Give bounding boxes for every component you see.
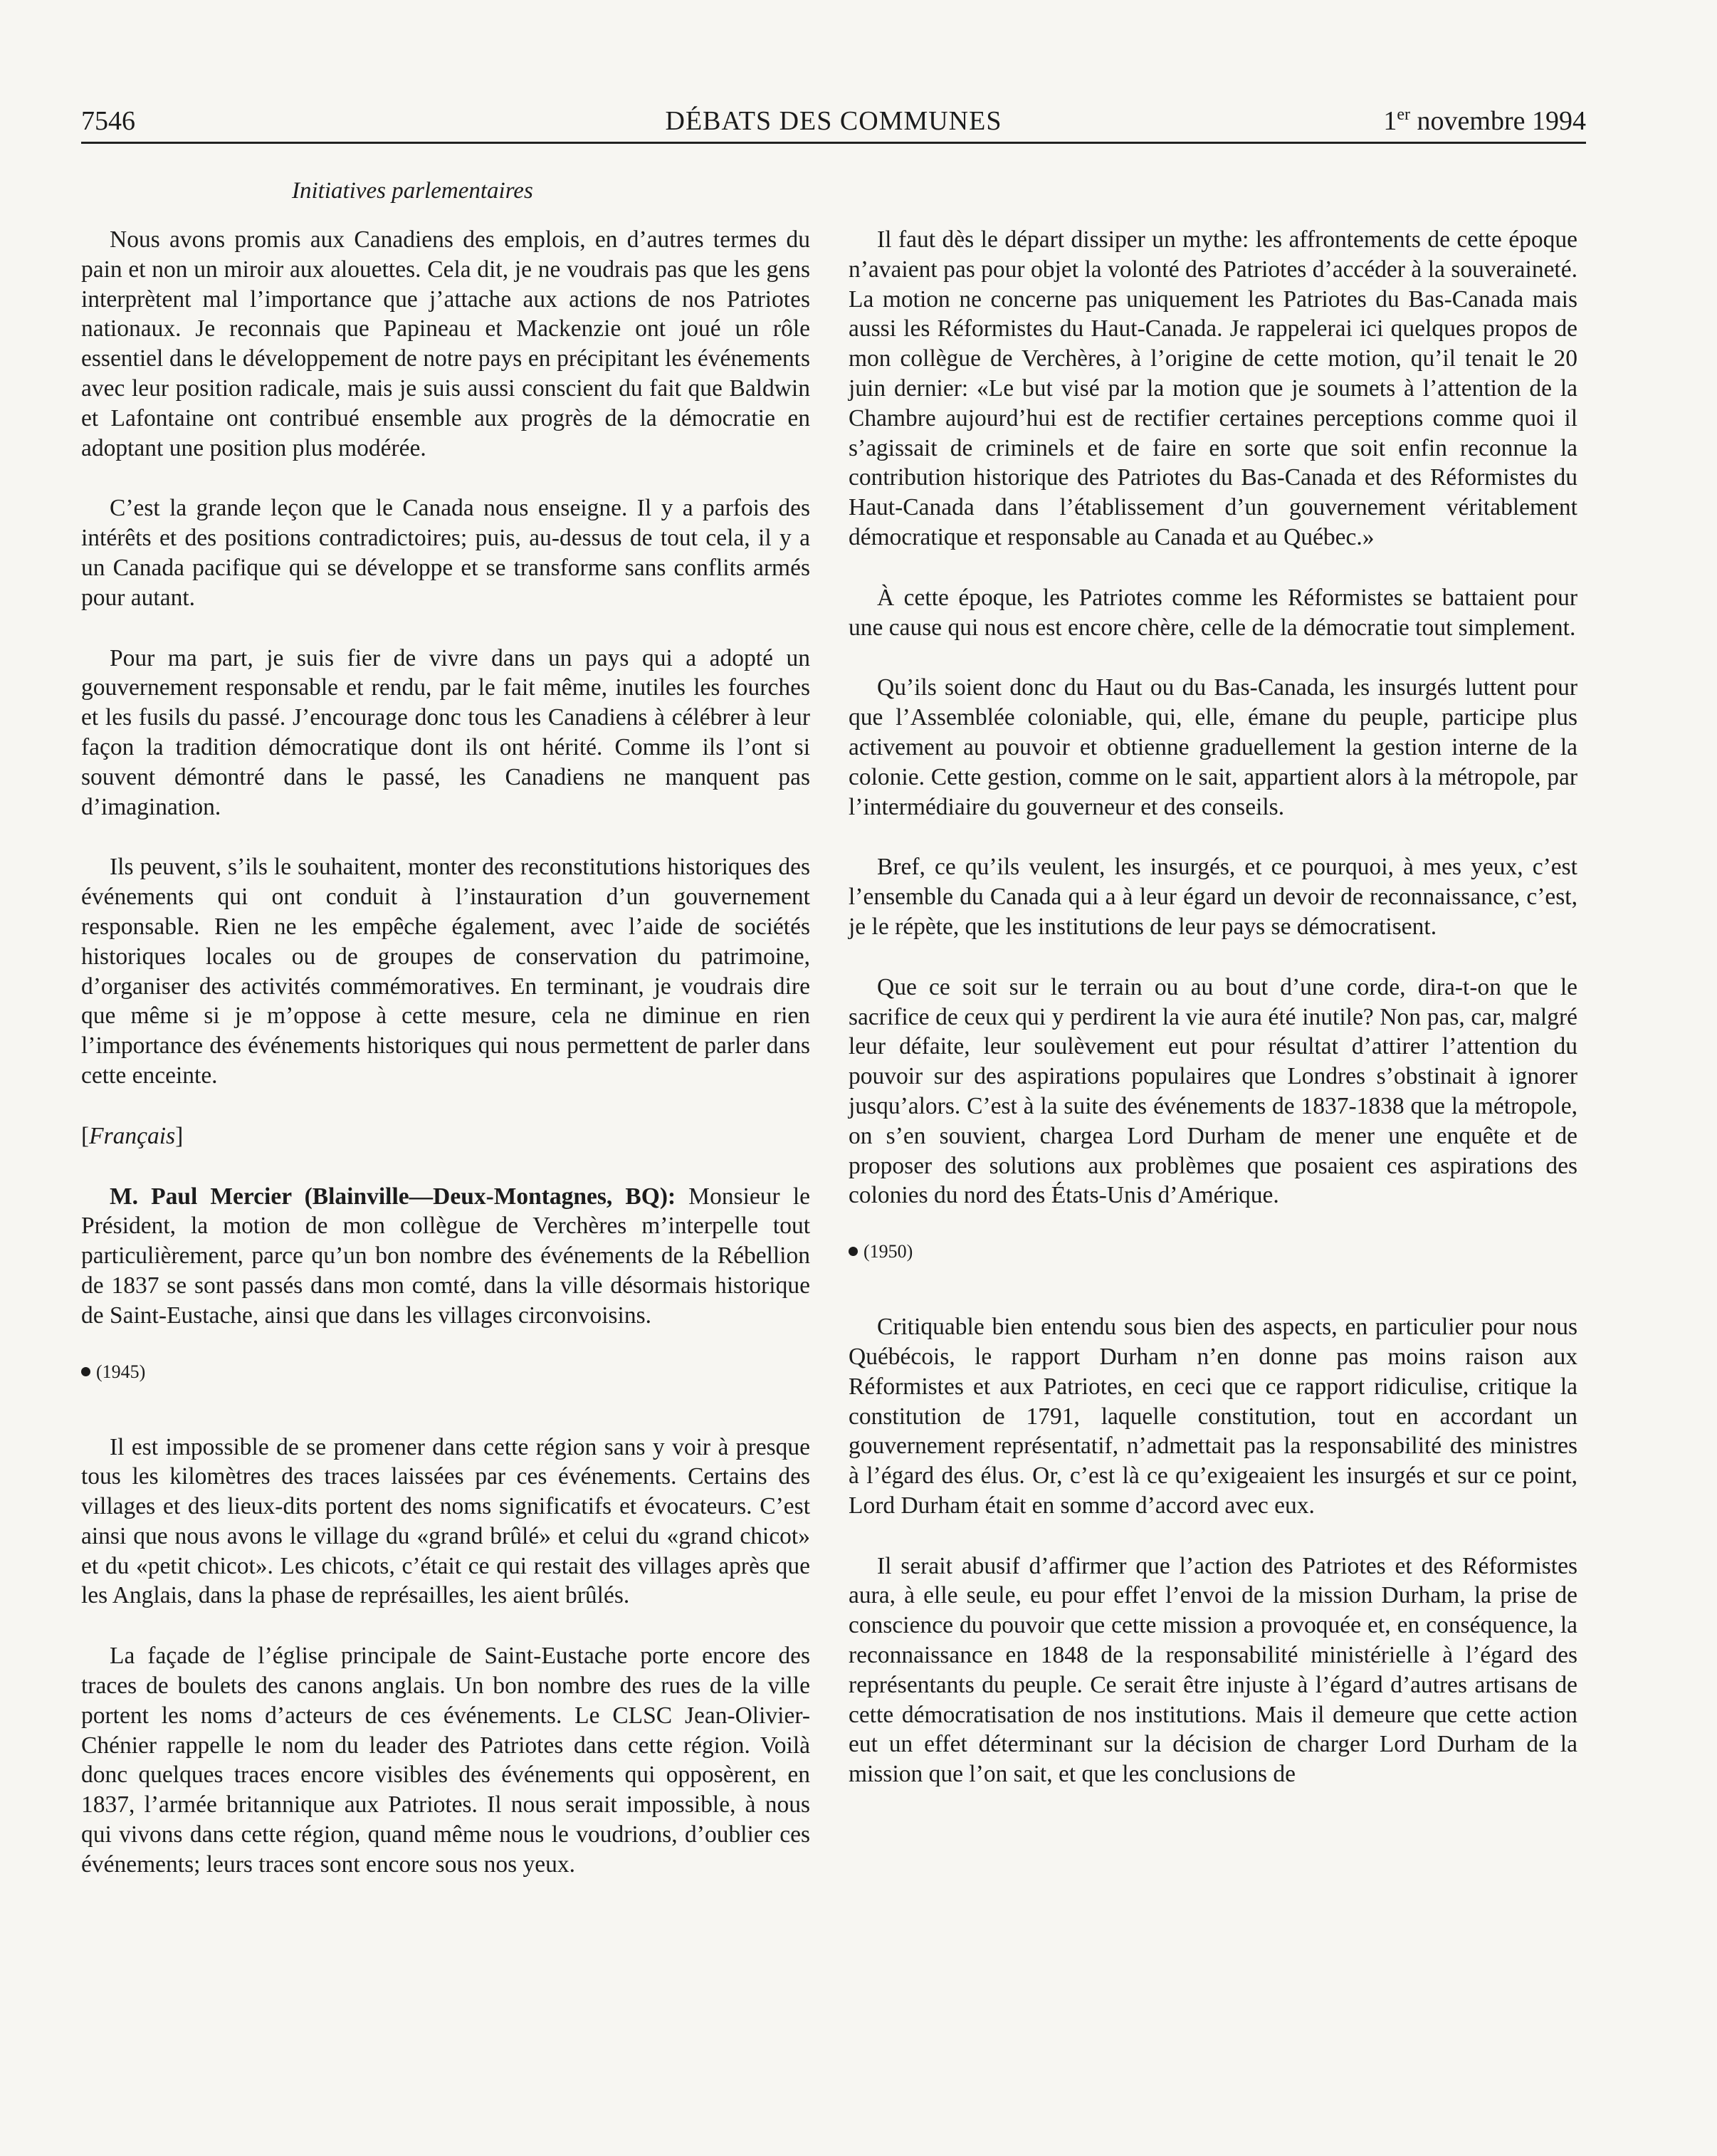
paragraph: Qu’ils soient donc du Haut ou du Bas-Canada, les insurgés luttent pour que l’Assemblée coloniable, qui, elle, émane du peuple, participe plus activement au pouvoir et obtienne graduellement la gestion interne de la colonie. Cette gestion, comme on le sait, appartient alors à la métropole, par l’intermédiaire du gouverneur et des conseils. xyxy=(849,674,1577,820)
paragraph: À cette époque, les Patriotes comme les Réformistes se battaient pour une cause qui nous est encore chère, celle de la démocratie tout simplement. xyxy=(849,584,1577,641)
speech-text: Monsieur le Président, la motion de mon collègue de Verchères m’interpelle tout particulièrement, parce qu’un bon nombre des événements de la Rébellion de 1837 se sont passés dans mon comté, dans la ville désormais historique de Saint-Eustache, ainsi que dans les villages circonvoisins. xyxy=(81,1183,810,1329)
time-marker xyxy=(81,1361,810,1383)
paragraph: C’est la grande leçon que le Canada nous enseigne. Il y a parfois des intérêts et des positions contradictoires; puis, au-dessus de tout cela, il y a un Canada pacifique qui se développe et se transforme sans conflits armés pour autant. xyxy=(81,495,810,611)
paragraph: Ils peuvent, s’ils le souhaitent, monter des reconstitutions historiques des événements qui ont conduit à l’instauration d’un gouvernement responsable. Rien ne les empêche également, avec l’aide de sociétés historiques locales ou de groupes de conservation du patrimoine, d’organiser des activités commémoratives. En terminant, je voudrais dire que même si je m’oppose à cette mesure, cela ne diminue en rien l’importance des événements historiques qui nous permettent de parler dans cette enceinte. xyxy=(81,854,810,1089)
page-number: 7546 xyxy=(81,106,135,136)
header-rule xyxy=(81,142,1586,144)
time-marker-text: (1945) xyxy=(96,1361,146,1382)
language-tag-text: Français xyxy=(89,1122,176,1149)
right-column xyxy=(849,225,1577,1820)
date-month-year: novembre 1994 xyxy=(1410,106,1586,136)
publication-date xyxy=(1383,105,1586,137)
speaker-name: M. Paul Mercier (Blainville—Deux-Montagnes, BQ): xyxy=(110,1183,676,1210)
date-superscript: er xyxy=(1397,105,1411,124)
paragraph: Nous avons promis aux Canadiens des emplois, en d’autres termes du pain et non un miroir aux alouettes. Cela dit, je ne voudrais pas que les gens interprètent mal l’importance que j’attache aux actions de nos Patriotes nationaux. Je reconnais que Papineau et Mackenzie ont joué un rôle essentiel dans le développement de notre pays en précipitant les événements avec leur position radicale, mais je suis aussi conscient du fait que Baldwin et Lafontaine ont contribué ensemble aux progrès de la démocratie en adoptant une position plus modérée. xyxy=(81,226,810,461)
paragraph: Il serait abusif d’affirmer que l’action des Patriotes et des Réformistes aura, à elle seule, eu pour effet l’envoi de la mission Durham, la prise de conscience du pouvoir que cette mission a provoquée et, en conséquence, la reconnaissance en 1848 de la responsabilité ministérielle à l’égard des représentants du peuple. Ce serait être injuste à l’égard d’autres artisans de cette démocratisation de nos institutions. Mais il demeure que cette action eut un effet déterminant sur la décision de charger Lord Durham de la mission que l’on sait, et que les conclusions de xyxy=(849,1552,1577,1788)
paragraph: Que ce soit sur le terrain ou au bout d’une corde, dira-t-on que le sacrifice de ceux qui y perdirent la vie aura été inutile? Non pas, car, malgré leur défaite, leur soulèvement eut pour résultat d’attirer l’attention du pouvoir sur des aspirations populaires que Londres s’obstinait à ignorer jusqu’alors. C’est à la suite des événements de 1837-1838 que la métropole, on s’en souvient, chargea Lord Durham de mener une enquête et de proposer des solutions aux problèmes que posaient ces aspirations des colonies du nord des États-Unis d’Amérique. xyxy=(849,973,1577,1209)
paragraph: La façade de l’église principale de Saint-Eustache porte encore des traces de boulets des canons anglais. Un bon nombre des rues de la ville portent les noms d’acteurs de ces événements. Le CLSC Jean-Olivier-Chénier rappelle le nom du leader des Patriotes dans cette région. Voilà donc quelques traces encore visibles des événements qui opposèrent, en 1837, l’armée britannique aux Patriotes. Il nous serait impossible, à nous qui vivons dans cette région, quand même nous le voudrions, d’oublier ces événements; leurs traces sont encore sous nos yeux. xyxy=(81,1643,810,1878)
language-tag-open: [ xyxy=(81,1122,90,1149)
date-ordinal: 1 xyxy=(1383,106,1397,136)
time-marker xyxy=(849,1241,1577,1262)
bullet-icon xyxy=(849,1247,858,1256)
language-tag xyxy=(81,1121,810,1151)
paragraph: Bref, ce qu’ils veulent, les insurgés, et ce pourquoi, à mes yeux, c’est l’ensemble du Canada qui a à leur égard un devoir de reconnaissance, c’est, je le répète, que les institutions de leur pays se démocratisent. xyxy=(849,854,1577,940)
left-column xyxy=(81,225,810,1910)
speech-paragraph xyxy=(81,1182,810,1331)
paragraph: Il est impossible de se promener dans cette région sans y voir à presque tous les kilomètres des traces laissées par ces événements. Certains des villages et des lieux-dits portent des noms significatifs et évocateurs. C’est ainsi que nous avons le village du «grand brûlé» et celui du «grand chicot» et du «petit chicot». Les chicots, c’était ce qui restait des villages après que les Anglais, dans la phase de représailles, les aient brûlés. xyxy=(81,1433,810,1609)
bullet-icon xyxy=(81,1367,90,1376)
paragraph: Critiquable bien entendu sous bien des aspects, en particulier pour nous Québécois, le rapport Durham n’en donne pas moins raison aux Réformistes et aux Patriotes, en ceci que ce rapport ridiculise, critique la constitution de 1791, laquelle constitution, tout en accordant un gouvernement représentatif, n’admettait pas la responsabilité des ministres à l’égard des élus. Or, c’est là ce qu’exigeaient les insurgés et sur ce point, Lord Durham était en somme d’accord avec eux. xyxy=(849,1314,1577,1519)
paragraph: Il faut dès le départ dissiper un mythe: les affrontements de cette époque n’avaient pas pour objet la volonté des Patriotes d’accéder à la souveraineté. La motion ne concerne pas uniquement les Patriotes du Bas-Canada mais aussi les Réformistes du Haut-Canada. Je rappelerai ici quelques propos de mon collègue de Verchères, à l’origine de cette motion, qu’il tenait le 20 juin dernier: «Le but visé par la motion que je soumets à l’attention de la Chambre aujourd’hui est de rectifier certaines perceptions comme quoi il s’agissait de criminels et de faire en sorte que soit enfin reconnue la contribution historique des Patriotes du Bas-Canada et des Réformistes du Haut-Canada dans l’établissement d’un gouvernement véritablement démocratique et responsable au Canada et au Québec.» xyxy=(849,226,1577,550)
paragraph: Pour ma part, je suis fier de vivre dans un pays qui a adopté un gouvernement responsable et rendu, par le fait même, inutiles les fourches et les fusils du passé. J’encourage donc tous les Canadiens à célébrer à leur façon la tradition démocratique dont ils ont hérité. Comme ils l’ont si souvent démontré dans le passé, les Canadiens ne manquent pas d’imagination. xyxy=(81,644,810,820)
time-marker-text: (1950) xyxy=(863,1241,913,1262)
publication-title: DÉBATS DES COMMUNES xyxy=(665,106,1002,136)
language-tag-close: ] xyxy=(175,1122,184,1149)
section-heading: Initiatives parlementaires xyxy=(292,178,533,204)
page-header xyxy=(81,98,1586,141)
